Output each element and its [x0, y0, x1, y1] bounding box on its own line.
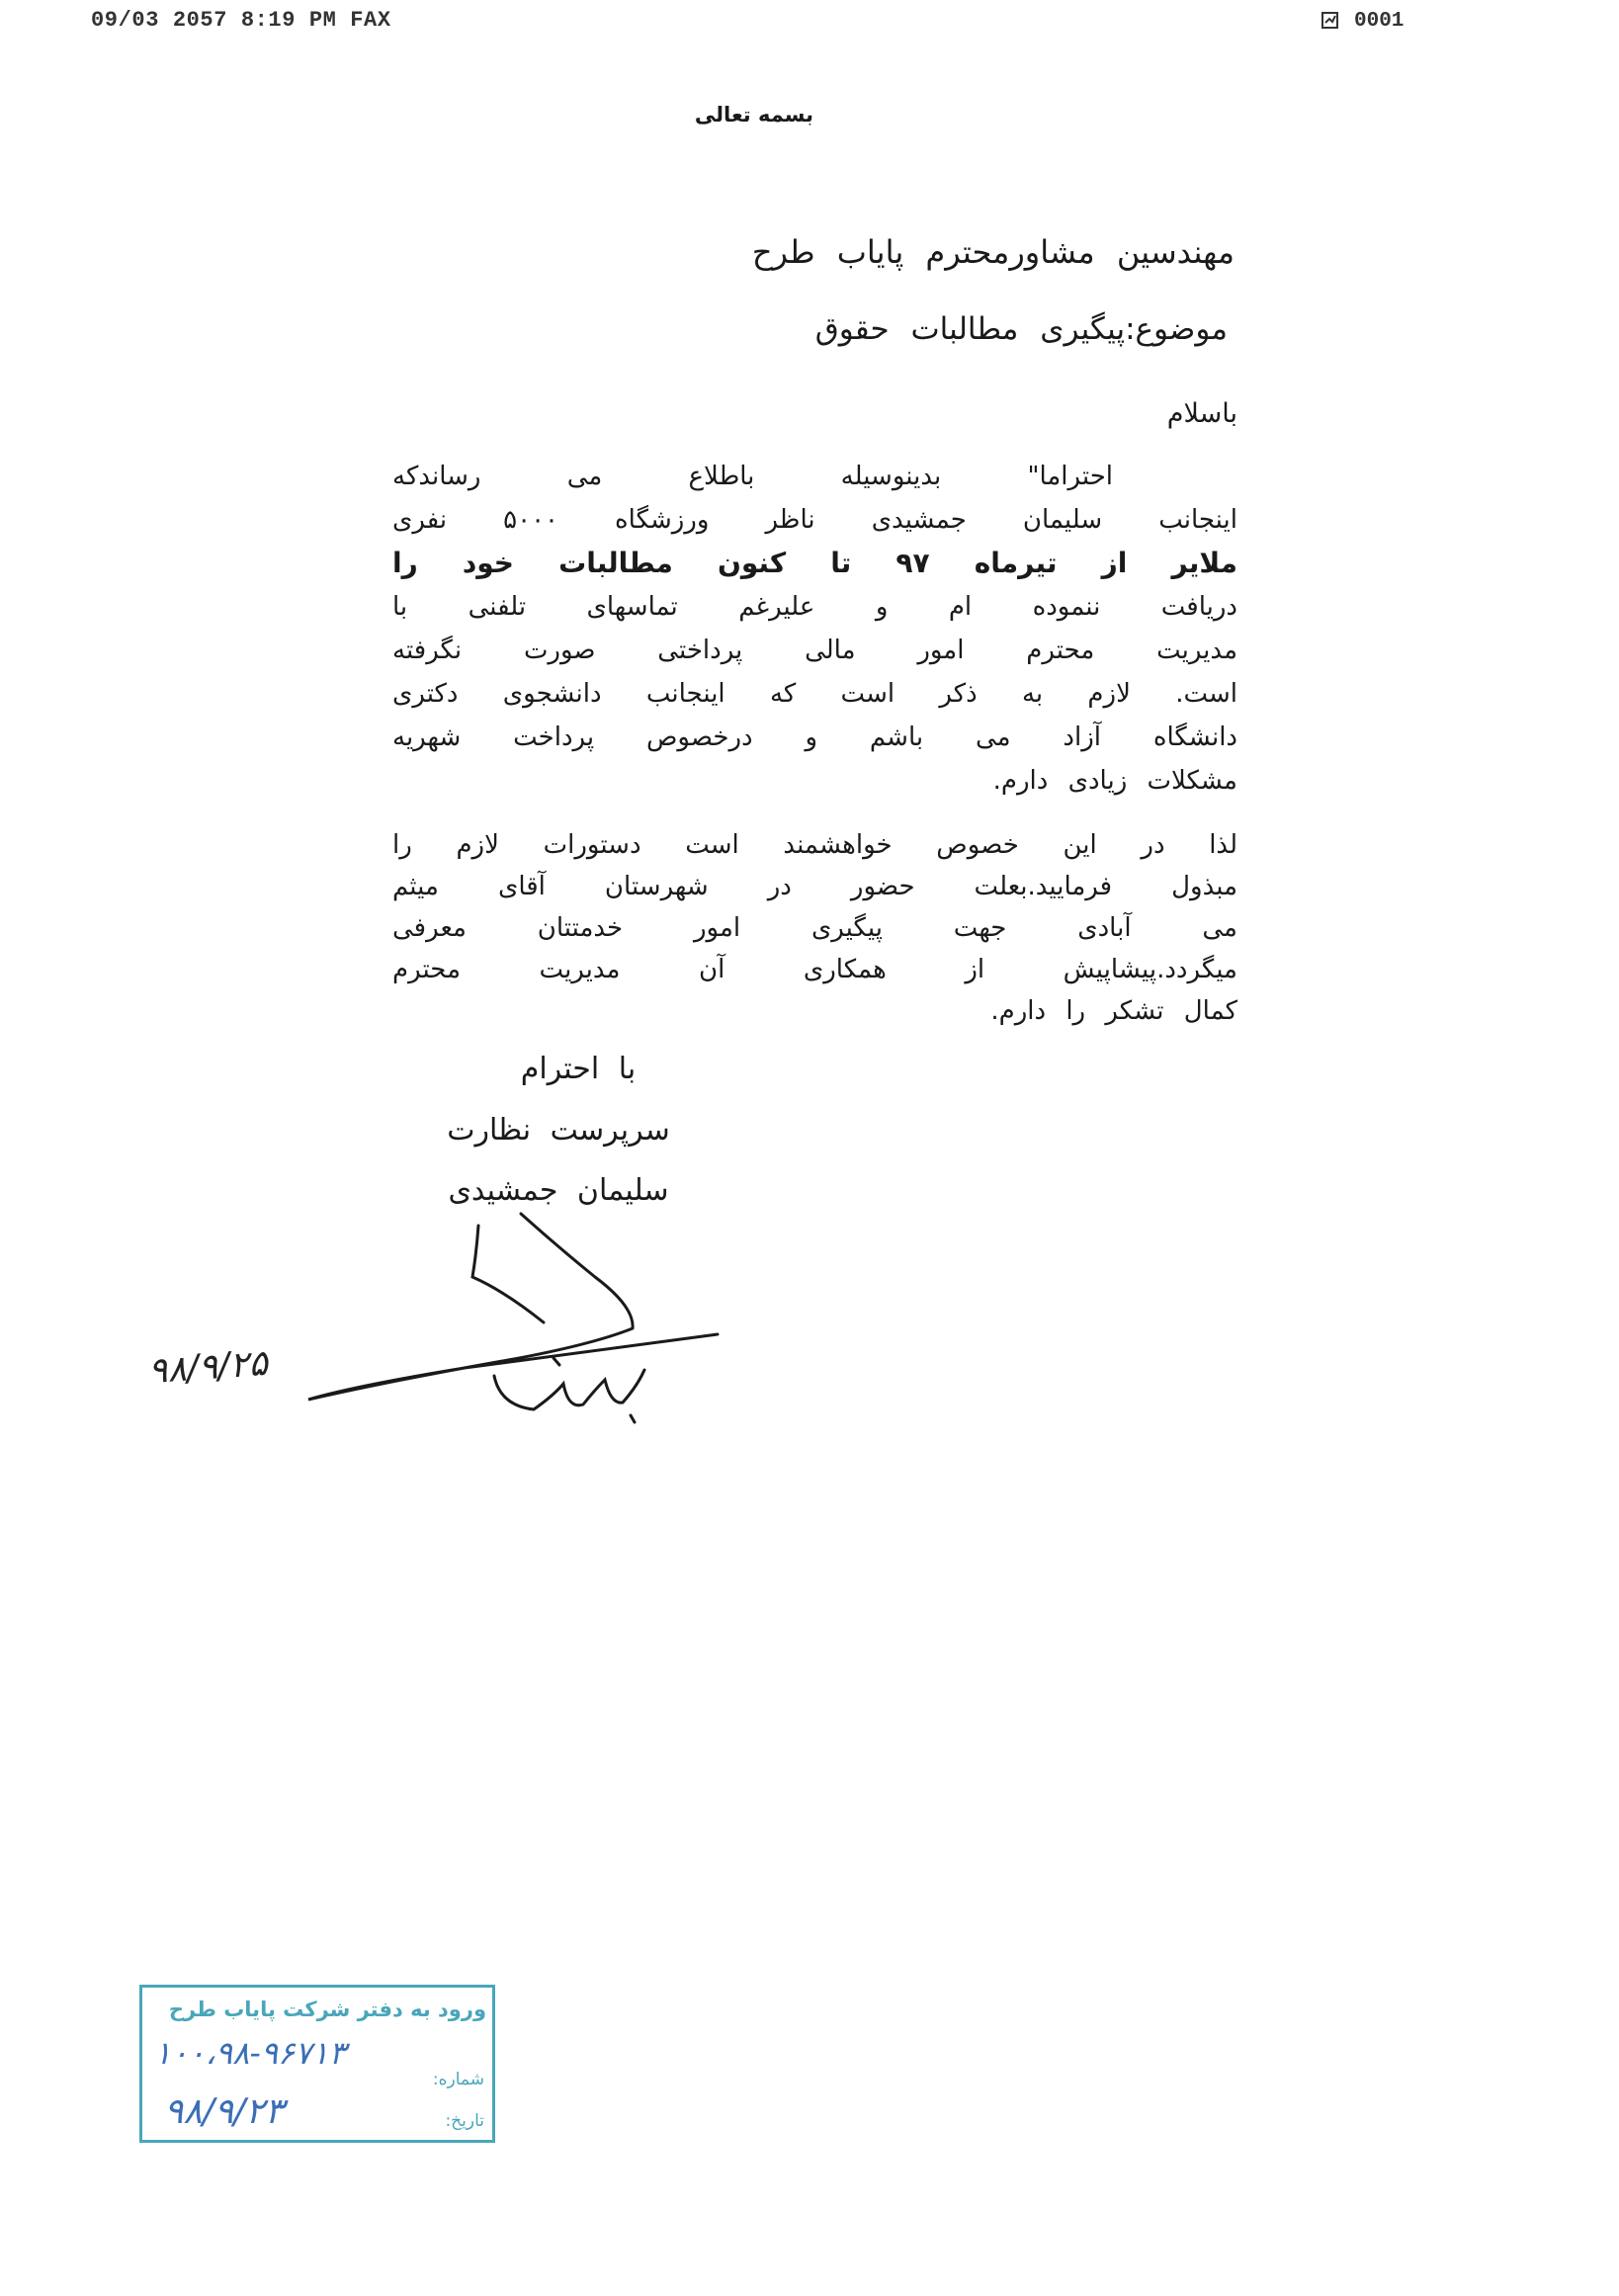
- paragraph-line: ملایر از تیرماه ۹۷ تا کنون مطالبات خود را: [392, 547, 1237, 579]
- paragraph-line: است. لازم به ذکر است که اینجانب دانشجوی دکتری: [392, 679, 1237, 709]
- signature-stroke: [472, 1226, 544, 1322]
- paragraph-line: مدیریت محترم امور مالی پرداختی صورت نگرفته: [392, 636, 1237, 665]
- received-stamp: [139, 1985, 495, 2143]
- fax-timestamp: 09/03 2057 8:19 PM FAX: [91, 8, 391, 33]
- paragraph-line: دانشگاه آزاد می باشم و درخصوص پرداخت شهریه: [392, 723, 1237, 752]
- signature-stroke: [494, 1370, 644, 1409]
- fax-page-indicator: [1321, 8, 1404, 34]
- stamp-number-value: ۱۰۰،۹۸-۹۶۷۱۳: [154, 2034, 346, 2072]
- handwritten-date: ۹۸/۹/۲۵: [146, 1342, 270, 1393]
- letter-subject: موضوع:پیگیری مطالبات حقوق: [814, 311, 1228, 347]
- signature-stroke: [308, 1214, 718, 1400]
- closing-salutation: با احترام: [520, 1052, 637, 1086]
- fax-page-icon: [1321, 11, 1340, 31]
- letter-greeting: باسلام: [1166, 398, 1237, 429]
- paragraph-line: مشکلات زیادی دارم.: [992, 766, 1237, 796]
- paragraph-line: میگردد.پیشاپیش از همکاری آن مدیریت محترم: [392, 955, 1237, 984]
- letter-invocation: بسمه تعالی: [694, 103, 814, 127]
- paragraph-line: مبذول فرمایید.بعلت حضور در شهرستان آقای میثم: [392, 872, 1237, 901]
- stamp-title: ورود به دفتر شرکت پایاب طرح: [168, 1998, 486, 2021]
- paragraph-line: لذا در این خصوص خواهشمند است دستورات لازم را: [392, 830, 1237, 860]
- paragraph-line: می آبادی جهت پیگیری امور خدمتتان معرفی: [392, 913, 1237, 943]
- letter-paragraph-2: [392, 824, 1237, 1032]
- paragraph-line: احتراما" بدینوسیله باطلاع می رساندکه: [392, 462, 1113, 491]
- signer-name: سلیمان جمشیدی: [448, 1173, 669, 1208]
- paragraph-line: دریافت ننموده ام و علیرغم تماسهای تلفنی با: [392, 592, 1237, 622]
- signature-stroke: [554, 1358, 635, 1422]
- letter-recipient: مهندسین مشاورمحترم پایاب طرح: [751, 233, 1235, 271]
- stamp-date-value: ۹۸/۹/۲۳: [164, 2091, 284, 2132]
- stamp-date-label: تاریخ:: [445, 2111, 484, 2131]
- stamp-number-label: شماره:: [432, 2070, 484, 2089]
- handwritten-signature: [287, 1201, 741, 1448]
- fax-page-number: 0001: [1354, 9, 1405, 33]
- signer-title: سرپرست نظارت: [447, 1113, 670, 1148]
- paragraph-line: کمال تشکر را دارم.: [990, 996, 1237, 1026]
- letter-paragraph-1: [392, 455, 1237, 803]
- paragraph-line: اینجانب سلیمان جمشیدی ناظر ورزشگاه ۵۰۰۰ نفری: [392, 505, 1237, 535]
